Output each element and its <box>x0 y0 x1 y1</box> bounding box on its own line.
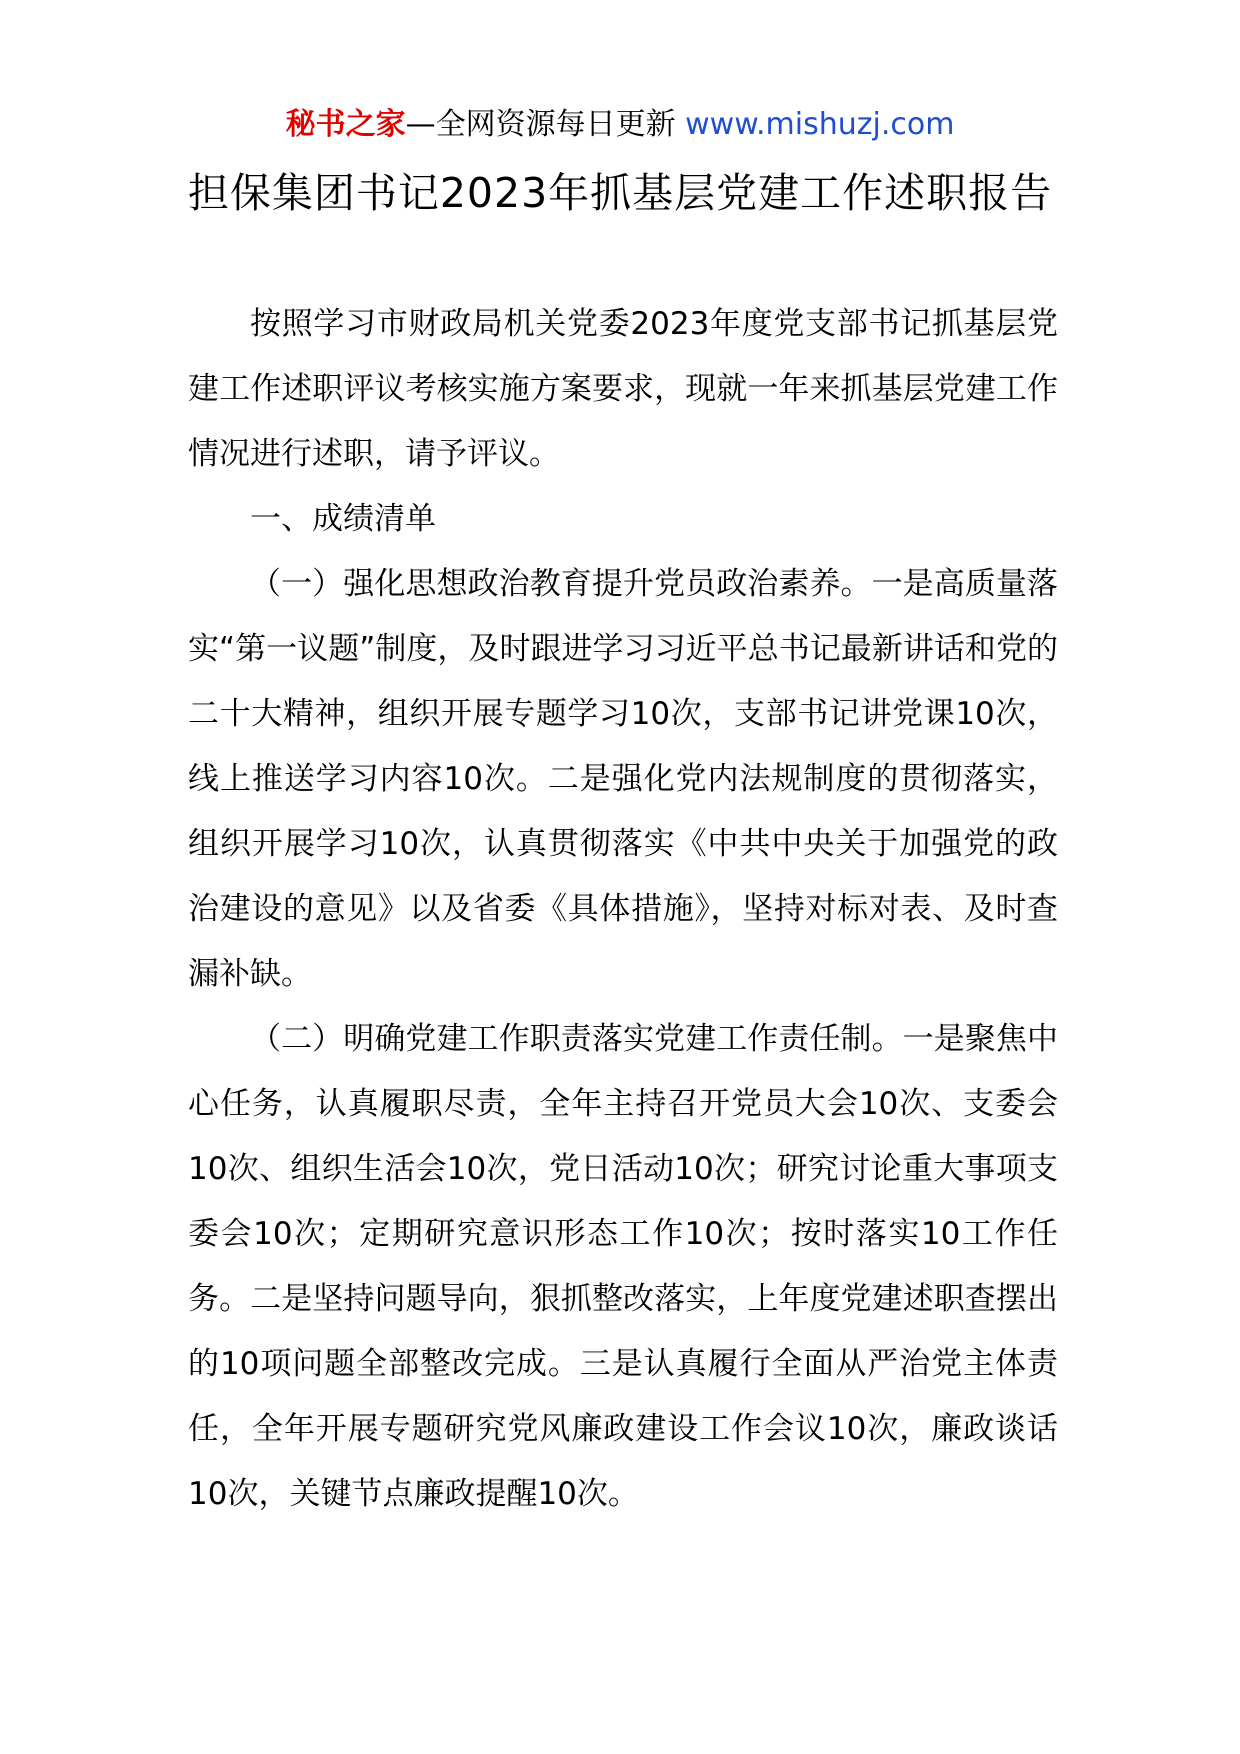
document-body <box>188 292 1058 1527</box>
header-slogan: —全网资源每日更新 <box>405 107 686 142</box>
section-heading: 一、成绩清单 <box>250 501 436 537</box>
brand-name: 秘书之家 <box>285 107 406 142</box>
site-url-link[interactable]: www.mishuzj.com <box>685 107 955 142</box>
body-paragraph: （一）强化思想政治教育提升党员政治素养。一是高质量落实“第一议题”制度，及时跟进学习习近平总书记最新讲话和党的二十大精神，组织开展专题学习10次，支部书记讲党课10次，线上推送学习内容10次。二是强化党内法规制度的贯彻落实，组织开展学习10次，认真贯彻落实《中共中央关于加强党的政治建设的意见》以及省委《具体措施》，坚持对标对表、及时查漏补缺。 <box>188 566 1058 992</box>
site-header <box>0 103 1240 147</box>
body-paragraph: （二）明确党建工作职责落实党建工作责任制。一是聚焦中心任务，认真履职尽责，全年主持召开党员大会10次、支委会10次、组织生活会10次，党日活动10次；研究讨论重大事项支委会10次；定期研究意识形态工作10次；按时落实10工作任务。二是坚持问题导向，狠抓整改落实，上年度党建述职查摆出的10项问题全部整改完成。三是认真履行全面从严治党主体责任，全年开展专题研究党风廉政建设工作会议10次，廉政谈话10次，关键节点廉政提醒10次。 <box>188 1021 1058 1512</box>
document-title: 担保集团书记2023年抓基层党建工作述职报告 <box>187 169 1053 217</box>
intro-paragraph: 按照学习市财政局机关党委2023年度党支部书记抓基层党建工作述职评议考核实施方案要求，现就一年来抓基层党建工作情况进行述职，请予评议。 <box>188 306 1058 472</box>
